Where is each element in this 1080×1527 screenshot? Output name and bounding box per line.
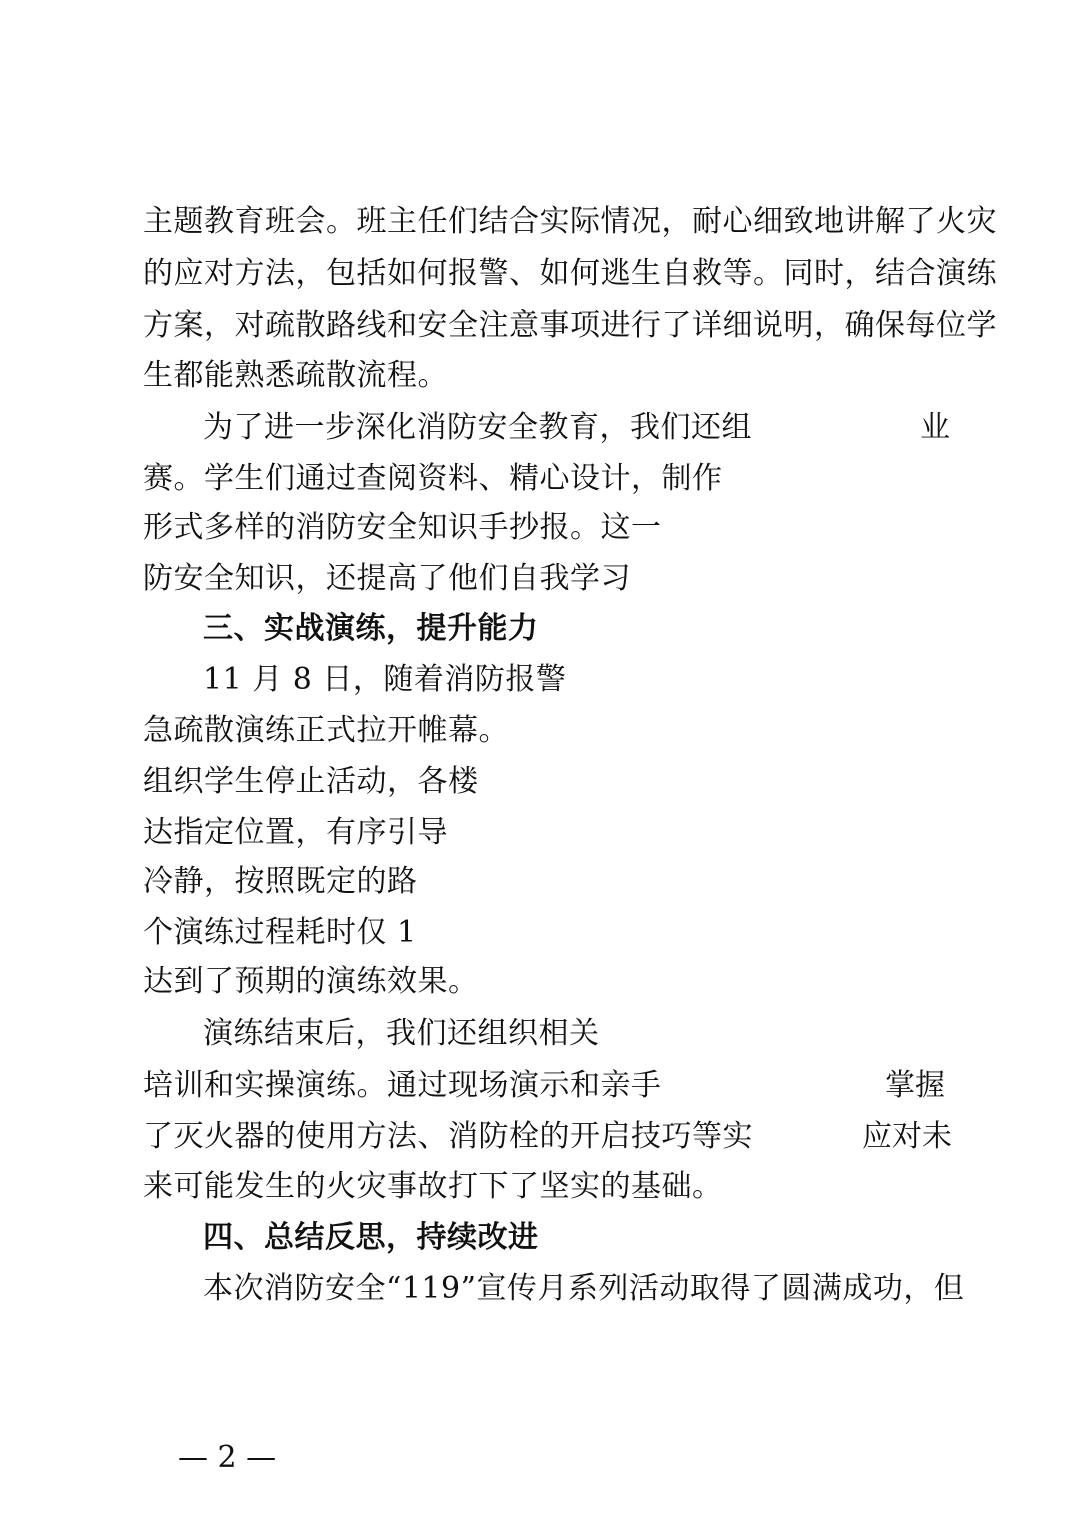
paragraph-line: 来可能发生的火灾事故打下了坚实的基础。 xyxy=(143,1169,723,1204)
paragraph-line: 本次消防安全“119”宣传月系列活动取得了圆满成功，但 xyxy=(203,1271,965,1306)
paragraph-line: 了灭火器的使用方法、消防栓的开启技巧等实 xyxy=(143,1119,753,1154)
paragraph-line: 培训和实操演练。通过现场演示和亲手 xyxy=(143,1068,662,1103)
paragraph-fragment: 应对未 xyxy=(862,1119,952,1154)
paragraph-line: 演练结束后，我们还组织相关 xyxy=(203,1016,600,1051)
paragraph-line: 为了进一步深化消防安全教育，我们还组 xyxy=(203,410,752,445)
paragraph-line: 防安全知识，还提高了他们自我学习 xyxy=(143,561,631,596)
paragraph-line: 组织学生停止活动，各楼 xyxy=(143,764,479,799)
paragraph-line: 急疏散演练正式拉开帷幕。 xyxy=(143,713,509,748)
paragraph-line: 冷静，按照既定的路 xyxy=(143,864,418,899)
paragraph-line: 11 月 8 日，随着消防报警 xyxy=(203,662,567,697)
section-heading: 三、实战演练，提升能力 xyxy=(203,611,539,646)
paragraph-line: 赛。学生们通过查阅资料、精心设计，制作 xyxy=(143,461,723,496)
paragraph-fragment: 掌握 xyxy=(885,1068,945,1103)
page-number: — 2 — xyxy=(178,1440,277,1475)
paragraph-line: 达到了预期的演练效果。 xyxy=(143,964,479,999)
paragraph-line: 形式多样的消防安全知识手抄报。这一 xyxy=(143,510,662,545)
section-heading: 四、总结反思，持续改进 xyxy=(203,1220,539,1255)
paragraph-line: 的应对方法，包括如何报警、如何逃生自救等。同时，结合演练 xyxy=(143,256,997,291)
paragraph-line: 主题教育班会。班主任们结合实际情况，耐心细致地讲解了火灾 xyxy=(143,204,997,239)
paragraph-line: 个演练过程耗时仅 1 xyxy=(143,915,417,950)
paragraph-line: 生都能熟悉疏散流程。 xyxy=(143,358,448,393)
paragraph-line: 达指定位置，有序引导 xyxy=(143,815,448,850)
paragraph-fragment: 业 xyxy=(920,410,950,445)
paragraph-line: 方案，对疏散路线和安全注意事项进行了详细说明，确保每位学 xyxy=(143,308,997,343)
